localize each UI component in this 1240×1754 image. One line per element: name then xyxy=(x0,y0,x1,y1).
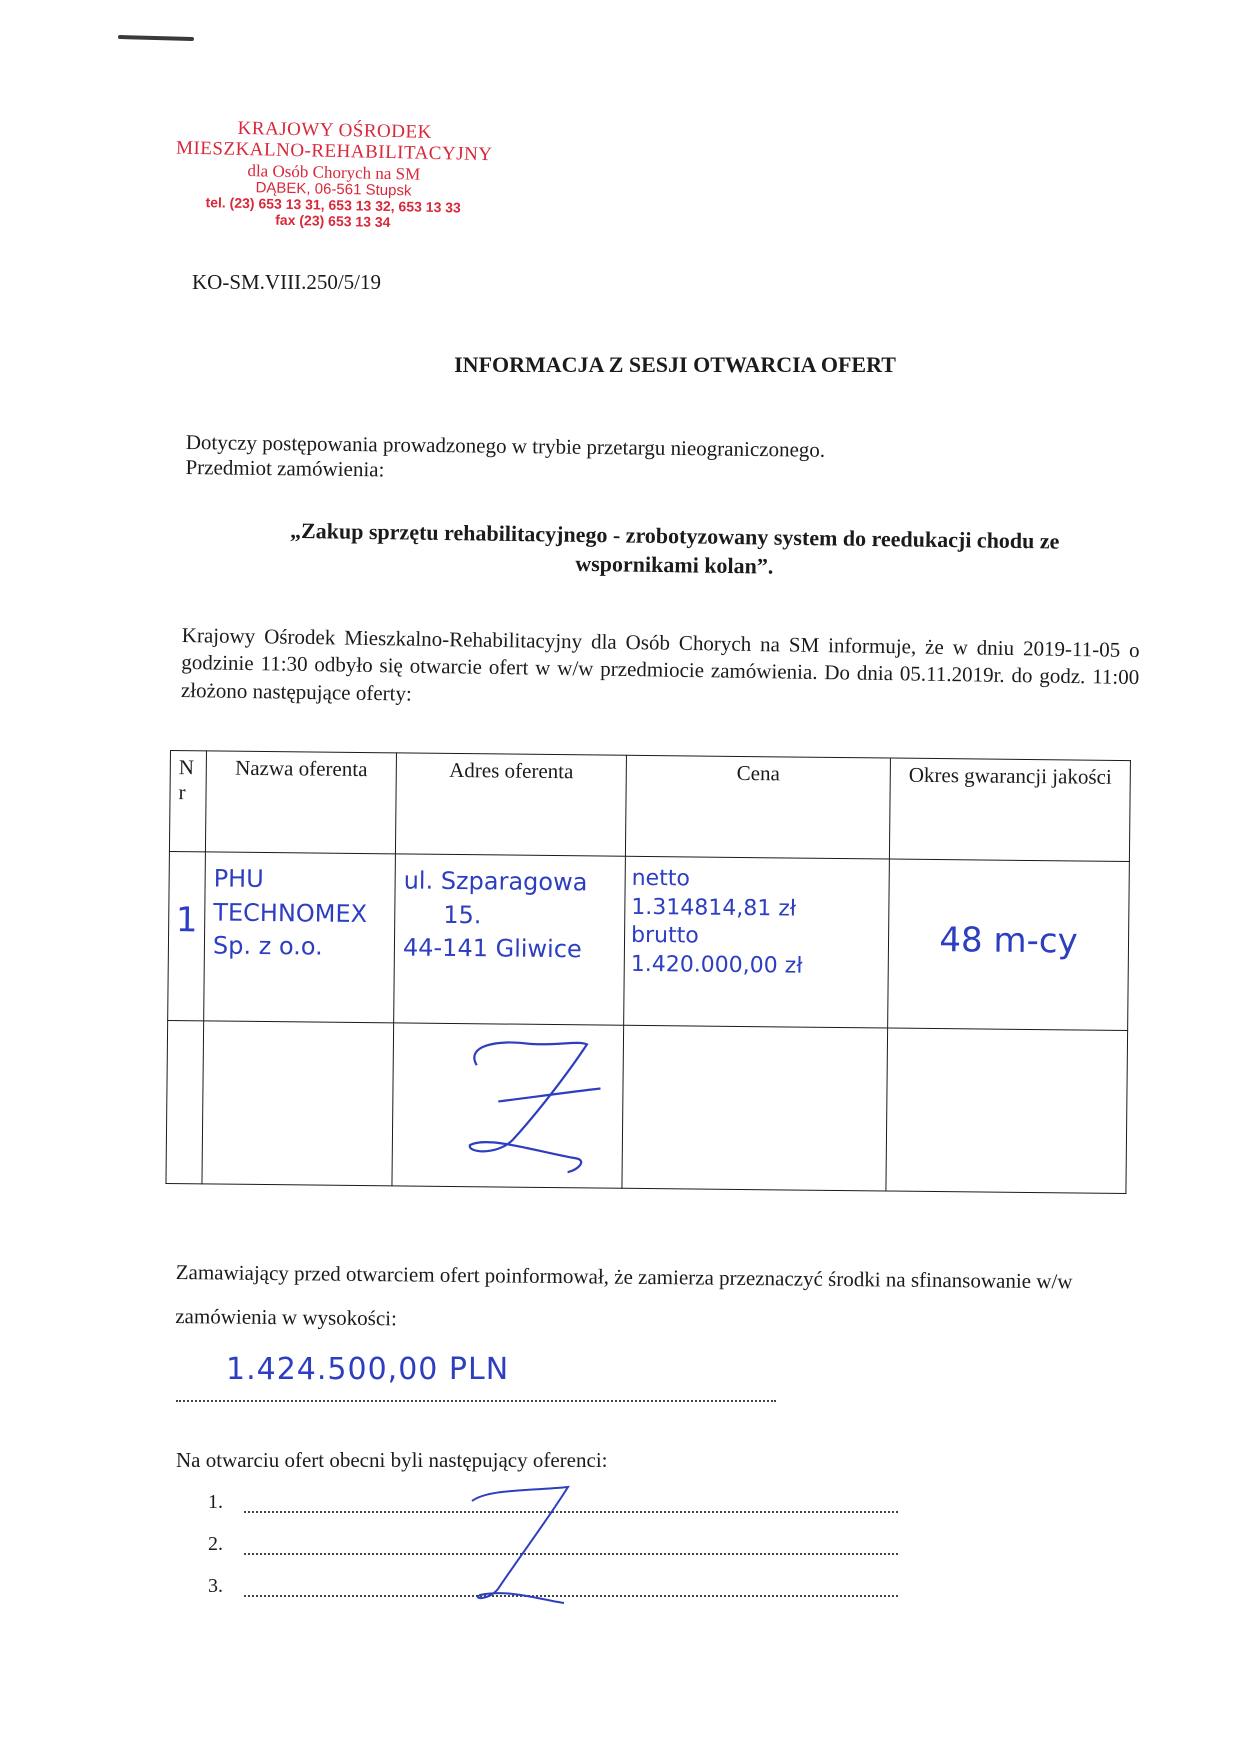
price-net-label: netto xyxy=(631,865,691,892)
price-gross-label: brutto xyxy=(630,923,699,949)
table-row xyxy=(166,1020,1128,1193)
stamp-line-3: dla Osób Chorych na SM xyxy=(247,160,421,184)
warranty-period: 48 m-cy xyxy=(939,920,1078,962)
stamp-line-6: fax (23) 653 13 34 xyxy=(275,211,391,231)
header-price: Cena xyxy=(625,755,890,859)
cell-empty xyxy=(622,1025,888,1191)
cell-warranty xyxy=(888,859,1130,1031)
institution-stamp xyxy=(148,116,520,233)
dotted-line xyxy=(176,1400,776,1402)
present-paragraph: Na otwarciu ofert obecni byli następujący oferenci: xyxy=(176,1448,608,1472)
header-name: Nazwa oferenta xyxy=(205,751,396,854)
offeror-name-line-2: TECHNOMEX xyxy=(213,898,368,928)
list-number: 2. xyxy=(208,1533,223,1555)
scan-mark xyxy=(118,35,194,41)
strike-z-mark xyxy=(468,1479,578,1619)
offeror-address xyxy=(395,854,625,977)
reference-number: KO-SM.VIII.250/5/19 xyxy=(192,270,381,294)
cell-empty xyxy=(166,1020,204,1183)
header-nr: N r xyxy=(169,751,206,852)
stamp-line-5: tel. (23) 653 13 31, 653 13 32, 653 13 33 xyxy=(205,194,461,216)
list-number: 1. xyxy=(208,1491,223,1513)
intro-line-2: Przedmiot zamówienia: xyxy=(185,455,385,482)
funding-paragraph: Zamawiający przed otwarciem ofert poinformował, że zamierza przeznaczyć środki na sfinansowanie w/w zamówienia w wysokości: xyxy=(175,1259,1073,1331)
list-number: 3. xyxy=(208,1575,223,1597)
stamp-line-4: DĄBEK, 06-561 Stupsk xyxy=(255,178,412,200)
document-title: INFORMACJA Z SESJI OTWARCIA OFERT xyxy=(454,352,896,377)
cell-empty xyxy=(886,1028,1128,1194)
price-net-value: 1.314814,81 zł xyxy=(631,894,797,922)
offer-price xyxy=(625,857,889,990)
address-line-3: 44-141 Gliwice xyxy=(402,933,582,964)
header-warranty: Okres gwarancji jakości xyxy=(889,758,1130,862)
stamp-line-2: MIESZKALNO-REHABILITACYJNY xyxy=(175,137,493,166)
offers-table xyxy=(165,750,1130,1215)
table-header-row xyxy=(169,751,1130,862)
stamp-line-1: KRAJOWY OŚRODEK xyxy=(237,117,433,143)
price-gross-value: 1.420.000,00 zł xyxy=(630,951,803,979)
intro-paragraph xyxy=(185,430,825,488)
offeror-name xyxy=(205,852,395,975)
offer-number: 1 xyxy=(175,900,198,941)
present-offerors-list xyxy=(208,1485,898,1611)
cell-address xyxy=(394,854,626,1025)
cell-empty xyxy=(202,1021,394,1186)
header-address: Adres oferenta xyxy=(395,753,626,856)
address-line-2: 15. xyxy=(443,900,482,929)
funding-amount-line xyxy=(176,1352,776,1402)
procurement-subject: „Zakup sprzętu rehabilitacyjnego - zrobotyzowany system do reedukacji chodu ze wspornikami kolan”. xyxy=(289,517,1060,579)
offeror-name-line-3: Sp. z o.o. xyxy=(212,931,323,961)
intro-line-1: Dotyczy postępowania prowadzonego w trybie przetargu nieograniczonego. xyxy=(185,430,826,462)
address-line-1: ul. Szparagowa xyxy=(403,866,588,897)
cell-nr xyxy=(168,851,206,1020)
offeror-name-line-1: PHU xyxy=(213,864,264,893)
cell-price xyxy=(624,856,890,1028)
announcement-paragraph: Krajowy Ośrodek Mieszkalno-Rehabilitacyjny dla Osób Chorych na SM informuje, że w dniu 2019-11-05 o godzinie 11:30 odbyło się otwarcie ofert w w/w przedmiocie zamówienia. Do dnia 05.11.2019r. do godz. 11:00 złożono następujące oferty: xyxy=(180,622,1140,706)
funding-amount: 1.424.500,00 PLN xyxy=(226,1352,510,1387)
table-row xyxy=(168,851,1130,1030)
strike-z-mark xyxy=(458,1031,620,1183)
cell-name xyxy=(204,852,396,1023)
